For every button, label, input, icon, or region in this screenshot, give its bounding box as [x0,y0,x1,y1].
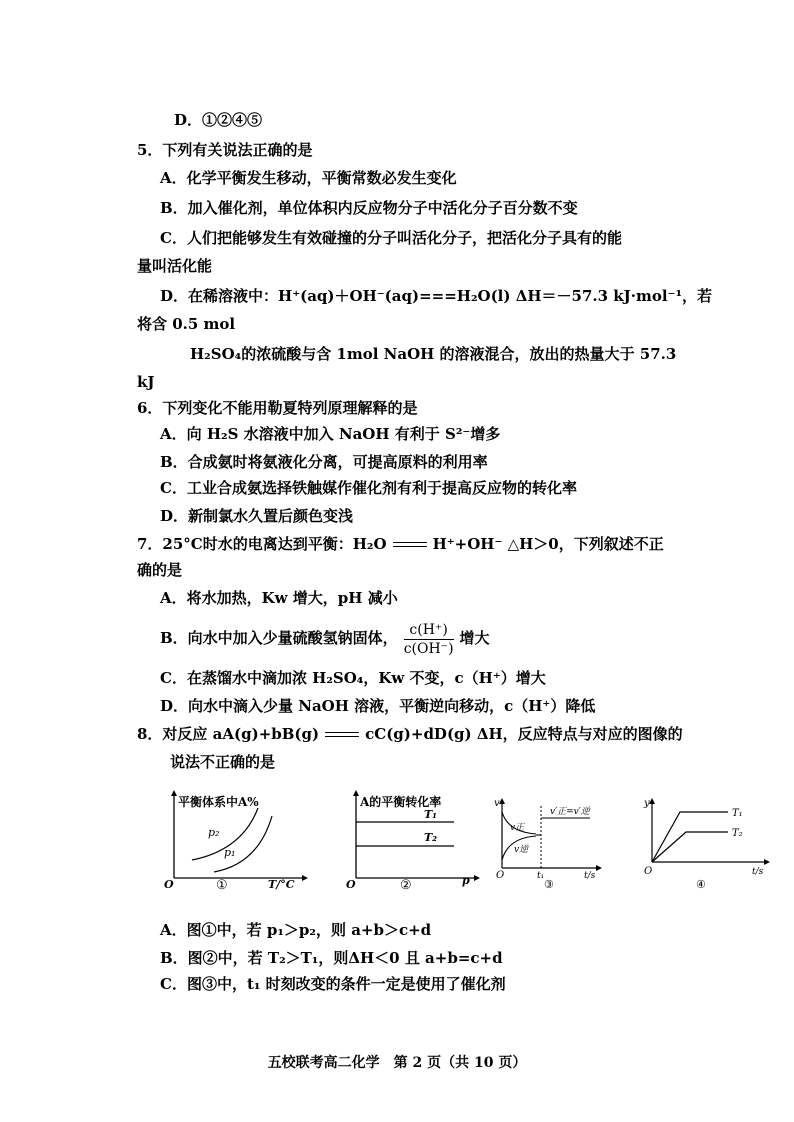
q4-option-d: D．①②④⑤ [174,111,263,129]
fig1-label-p1: p₁ [224,846,236,859]
fig2-origin: O [346,878,356,890]
equilibrium-arrow-icon [393,540,427,550]
fig2-label-t2: T₂ [424,831,438,844]
page-footer: 五校联考高二化学 第 2 页（共 10 页） [267,1055,527,1071]
q7-option-a: A．将水加热，Kw 增大，pH 减小 [160,589,398,607]
fig1-xlabel: T/°C [268,878,295,890]
q5-d-prefix: D．在稀溶液中： [160,287,279,305]
q7-b-suffix: 增大 [459,629,490,647]
fig4-label-t2: T₂ [732,828,743,839]
q5-option-b: B．加入催化剂，单位体积内反应物分子中活化分子百分数不变 [160,199,578,217]
fig4-label-t1: T₁ [732,808,743,819]
fig4-ylabel: y [644,798,650,809]
fig2-title: A的平衡转化率 [360,795,442,809]
fig3-t1-label: t₁ [537,871,545,881]
figure-2-graph [344,790,484,890]
fig1-origin: O [164,878,174,890]
fraction-denominator: c(OH⁻) [403,640,454,657]
q7-option-b [160,616,490,660]
fig1-label-p2: p₂ [208,826,220,839]
q5-option-d-line1 [160,286,712,306]
q5-option-a: A．化学平衡发生移动，平衡常数必发生变化 [160,169,457,187]
q6-stem: 6．下列变化不能用勒夏特列原理解释的是 [137,399,418,417]
fig3-xlabel: t/s [584,871,596,881]
q8-stem-line1 [137,724,683,744]
fig4-line-t2 [652,832,728,862]
fig1-curve-p1 [214,816,272,872]
fig4-origin: O [644,866,653,877]
q5-option-d-line4: kJ [137,373,155,391]
q7-option-d: D．向水中滴入少量 NaOH 溶液，平衡逆向移动，c（H⁺）降低 [160,697,596,715]
figure-4-graph [640,790,774,890]
fig4-xlabel: t/s [752,867,764,877]
q5-option-d-line3: H₂SO₄的浓硫酸与含 1mol NaOH 的溶液混合，放出的热量大于 57.3 [190,345,677,363]
q7-stem-a: 7．25°C时水的电离达到平衡：H₂O [137,535,387,553]
fig3-label-vn: v逆 [514,845,529,855]
concentration-ratio-fraction [404,621,454,658]
fraction-numerator: c(H⁺) [404,621,454,640]
q6-option-c: C．工业合成氨选择铁触媒作催化剂有利于提高反应物的转化率 [160,479,577,497]
fig2-xlabel: p [462,874,470,887]
fig3-number: ③ [544,878,554,890]
q8-stem-line2: 说法不正确的是 [170,753,276,771]
fig2-number: ② [400,878,412,890]
q8-option-c: C．图③中，t₁ 时刻改变的条件一定是使用了催化剂 [160,975,506,993]
q8-stem-a: 8．对反应 aA(g)+bB(g) [137,725,320,743]
q5-option-c-line2: 量叫活化能 [137,257,213,275]
q5-option-c-line1: C．人们把能够发生有效碰撞的分子叫活化分子，把活化分子具有的能 [160,229,622,247]
fig3-ylabel: v [494,798,500,809]
figure-3-graph [492,790,604,890]
q5-d-equation: H⁺(aq)＋OH⁻(aq)===H₂O(l) ΔH＝－57.3 kJ·mol⁻¹，若 [278,287,713,305]
q7-stem-line1 [137,534,664,554]
q6-option-b: B．合成氨时将氨液化分离，可提高原料的利用率 [160,453,488,471]
q6-option-d: D．新制氯水久置后颜色变浅 [160,507,354,525]
q8-stem-b: cC(g)+dD(g) ΔH，反应特点与对应的图像的 [365,725,683,743]
figure-1-graph [162,790,312,890]
fig3-label-eq: v′正=v′逆 [550,807,590,817]
fig1-title: 平衡体系中A% [178,795,259,809]
q7-stem-b: H⁺+OH⁻ △H＞0，下列叙述不正 [432,535,664,553]
fig4-number: ④ [696,878,706,890]
fig4-line-t1 [652,812,728,862]
equilibrium-arrow-icon [325,730,359,740]
q8-option-a: A．图①中，若 p₁＞p₂，则 a+b＞c+d [160,921,432,939]
q7-option-c: C．在蒸馏水中滴加浓 H₂SO₄，Kw 不变，c（H⁺）增大 [160,669,546,687]
q5-stem: 5．下列有关说法正确的是 [137,141,313,159]
q7-b-prefix: B．向水中加入少量硫酸氢钠固体， [160,629,398,647]
q7-stem-line2: 确的是 [137,561,183,579]
fig2-label-t1: T₁ [424,808,438,821]
q5-option-d-line2: 将含 0.5 mol [137,315,236,333]
q8-option-b: B．图②中，若 T₂＞T₁，则ΔH＜0 且 a+b=c+d [160,949,503,967]
fig3-label-vz: v正 [510,823,525,833]
fig1-number: ① [216,878,228,890]
fig3-origin: O [496,870,505,881]
q6-option-a: A．向 H₂S 水溶液中加入 NaOH 有利于 S²⁻增多 [160,425,501,443]
